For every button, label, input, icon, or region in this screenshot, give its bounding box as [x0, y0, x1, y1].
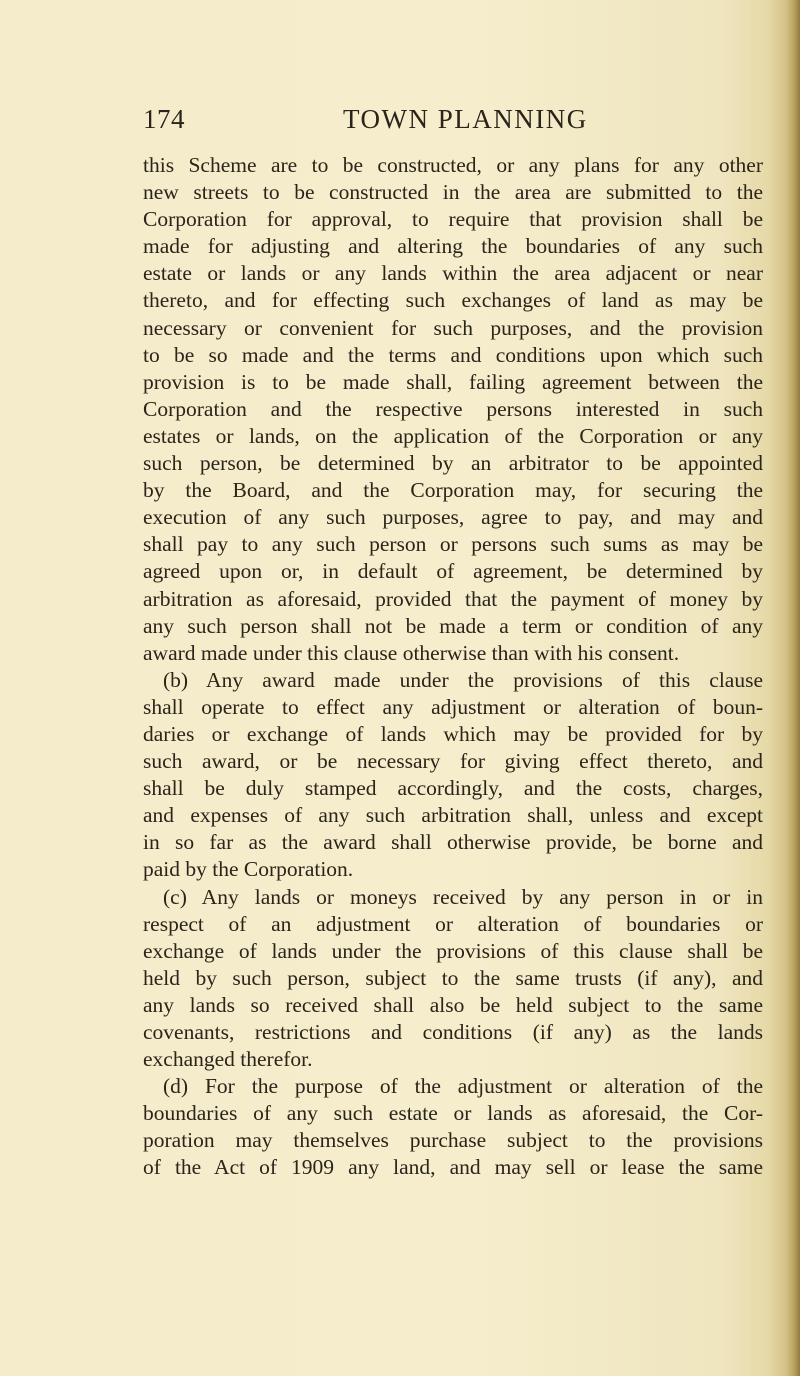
text-line: shall operate to effect any adjustment or alteration of boun-: [143, 694, 763, 719]
text-line: covenants, restrictions and conditions (if any) as the lands: [143, 1020, 763, 1044]
text-line: Corporation and the respective persons interested in such: [143, 396, 763, 421]
text-line: provision is to be made shall, failing agreement between the: [143, 369, 763, 394]
text-line: respect of an adjustment or alteration of boundaries or: [143, 911, 763, 936]
text-line: of the Act of 1909 any land, and may sell or lease the same: [143, 1155, 763, 1180]
text-line: exchange of lands under the provisions of this clause shall be: [143, 938, 763, 963]
page-number: 174: [143, 104, 185, 134]
page-header: [143, 104, 763, 144]
text-line: paid by the Corporation.: [143, 857, 354, 882]
text-line: such person, be determined by an arbitrator to be appointed: [143, 451, 763, 476]
text-line: (d) For the purpose of the adjustment or alteration of the: [163, 1074, 763, 1099]
text-line: in so far as the award shall otherwise provide, be borne and: [143, 830, 763, 855]
text-line: shall be duly stamped accordingly, and the costs, charges,: [143, 776, 763, 801]
text-line: exchanged therefor.: [143, 1047, 313, 1072]
text-line: such award, or be necessary for giving effect thereto, and: [143, 749, 763, 774]
text-line: agreed upon or, in default of agreement, be determined by: [143, 559, 763, 584]
running-title: TOWN PLANNING: [343, 104, 588, 134]
text-line: held by such person, subject to the same trusts (if any), and: [143, 965, 763, 990]
text-line: new streets to be constructed in the area are submitted to the: [143, 180, 763, 205]
text-line: any such person shall not be made a term or condition of any: [143, 613, 763, 638]
text-line: any lands so received shall also be held subject to the same: [143, 992, 763, 1017]
text-line: to be so made and the terms and conditions upon which such: [143, 342, 763, 367]
text-line: poration may themselves purchase subject to the provisions: [143, 1128, 763, 1153]
text-line: and expenses of any such arbitration shall, unless and except: [143, 803, 763, 828]
text-line: arbitration as aforesaid, provided that the payment of money by: [143, 586, 763, 611]
text-line: made for adjusting and altering the boundaries of any such: [143, 234, 763, 259]
text-line: boundaries of any such estate or lands as aforesaid, the Cor-: [143, 1101, 763, 1126]
text-line: Corporation for approval, to require that provision shall be: [143, 207, 763, 232]
page-edge-shadow: [786, 0, 800, 1376]
text-line: daries or exchange of lands which may be provided for by: [143, 721, 763, 746]
body-text: [143, 152, 763, 1182]
text-line: necessary or convenient for such purposes, and the provision: [143, 315, 763, 340]
text-line: award made under this clause otherwise than with his consent.: [143, 640, 680, 665]
text-line: thereto, and for effecting such exchanges of land as may be: [143, 288, 763, 313]
text-line: estates or lands, on the application of the Corporation or any: [143, 423, 763, 448]
text-line: by the Board, and the Corporation may, for securing the: [143, 478, 763, 503]
text-line: this Scheme are to be constructed, or any plans for any other: [143, 153, 763, 177]
text-line: shall pay to any such person or persons such sums as may be: [143, 532, 763, 557]
text-line: (c) Any lands or moneys received by any person in or in: [163, 884, 763, 909]
text-line: execution of any such purposes, agree to pay, and may and: [143, 505, 763, 530]
text-line: estate or lands or any lands within the area adjacent or near: [143, 261, 763, 286]
text-line: (b) Any award made under the provisions of this clause: [163, 667, 763, 692]
